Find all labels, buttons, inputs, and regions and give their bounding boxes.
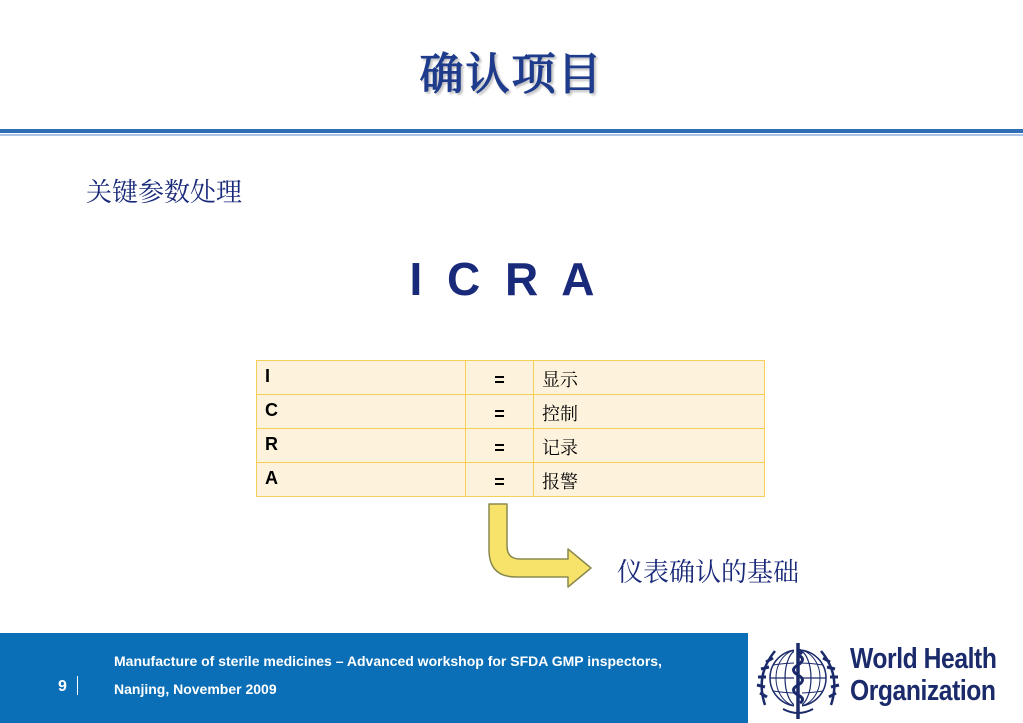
who-emblem-icon (753, 635, 843, 721)
who-wordmark-line2: Organization (850, 675, 996, 707)
basis-label: 仪表确认的基础 (617, 558, 800, 588)
icra-table (256, 360, 765, 497)
footer-caption-line2: Nanjing, November 2009 (114, 681, 277, 697)
who-logo (748, 633, 1023, 723)
row-equals: = (466, 395, 534, 429)
footer-caption-line1: Manufacture of sterile medicines – Advanced workshop for SFDA GMP inspectors, (114, 653, 662, 669)
row-equals: = (466, 463, 534, 497)
bent-arrow-icon (486, 502, 596, 592)
row-letter: C (257, 395, 466, 429)
title-rule (0, 129, 1023, 133)
row-meaning: 控制 (534, 395, 765, 429)
row-letter: R (257, 429, 466, 463)
page-number-divider (77, 676, 78, 695)
who-wordmark-line1: World Health (850, 643, 997, 675)
row-equals: = (466, 429, 534, 463)
page-number: 9 (58, 678, 67, 695)
row-equals: = (466, 361, 534, 395)
table-row (257, 361, 765, 395)
footer-bar (0, 633, 1023, 723)
row-meaning: 记录 (534, 429, 765, 463)
row-letter: A (257, 463, 466, 497)
acronym-heading: I C R A (409, 253, 601, 305)
subtitle: 关键参数处理 (86, 178, 243, 208)
row-letter: I (257, 361, 466, 395)
row-meaning: 显示 (534, 361, 765, 395)
title-rule-shadow (0, 134, 1023, 136)
slide-title: 确认项目 (419, 49, 604, 100)
row-meaning: 报警 (534, 463, 765, 497)
table-row (257, 429, 765, 463)
table-row (257, 463, 765, 497)
table-row (257, 395, 765, 429)
